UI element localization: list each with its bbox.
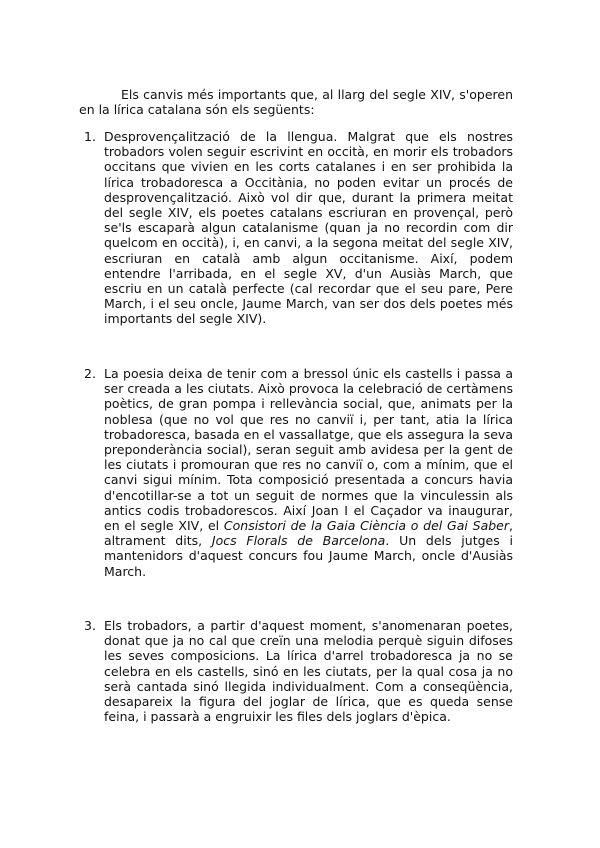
- list-item-text: Els trobadors, a partir d'aquest moment, s'anomenaran poetes, donat que ja no cal que creïn una melodia perquè siguin difoses les seves composicions. La lírica d'arrel trobadoresca ja no se celebra en els castells, sinó en les ciutats, per la qual cosa ja no serà cantada sinó llegida individualment. Com a conseqüència, desapareix la figura del joglar de lírica, que es queda sense feina, i passarà a engruixir les files dels joglars d'èpica.: [104, 618, 513, 725]
- list-item-text: [104, 366, 513, 579]
- list-item-text: Desprovençalització de la llengua. Malgrat que els nostres trobadors volen seguir escrivint en occità, en morir els trobadors occitans que vivien en les corts catalanes i en ser prohibida la lírica trobadoresca a Occitània, no poden evitar un procés de desprovençalització. Això vol dir que, durant la primera meitat del segle XIV, els poetes catalans escriuran en provençal, però se'ls escaparà algun catalanisme (quan ja no recordin com dir quelcom en occità), i, en canvi, a la segona meitat del segle XIV, escriuran en català amb algun occitanisme. Així, podem entendre l'arribada, en el segle XV, d'un Ausiàs March, que escriu en un català perfecte (cal recordar que el seu pare, Pere March, i el seu oncle, Jaume March, van ser dos dels poetes més importants del segle XIV).: [104, 129, 513, 327]
- italic-title-consistori: Consistori de la Gaia Ciència o del Gai Saber: [223, 518, 510, 534]
- text-segment: La poesia deixa de tenir com a bressol únic els castells i passa a ser creada a les ciutats. Això provoca la celebració de certàmens poètics, de gran pompa i rellevància social, que, animats per la noblesa (que no vol que res no canviï i, per tant, atia la lírica trobadoresca, basada en el vassallatge, que els assegura la seva preponderància social), seran seguit amb avidesa per la gent de les ciutats i promouran que res no canviï o, com a mínim, que el canvi sigui mínim. Tota composició presentada a concurs havia d'encotillar-se a tot un seguit de normes que la vinculessin als antics codis trobadorescos. Així Joan I el Caçador va inaugurar, en el segle XIV, el: [104, 366, 513, 534]
- list-item: [84, 618, 513, 725]
- intro-paragraph: Els canvis més importants que, al llarg del segle XIV, s'operen en la lírica catalana són els següents:: [79, 87, 513, 118]
- text-segment: , altrament dits,: [104, 518, 513, 549]
- list-item-number: 3.: [84, 618, 96, 633]
- text-segment: . Un dels jutges i mantenidors d'aquest concurs fou Jaume March, oncle d'Ausiàs March.: [104, 533, 513, 579]
- list-item: [84, 366, 513, 579]
- list-item-number: 2.: [84, 366, 96, 381]
- list-item: [84, 129, 513, 327]
- italic-title-jocs-florals: Jocs Florals de Barcelona: [211, 533, 386, 549]
- list-item-number: 1.: [84, 129, 96, 144]
